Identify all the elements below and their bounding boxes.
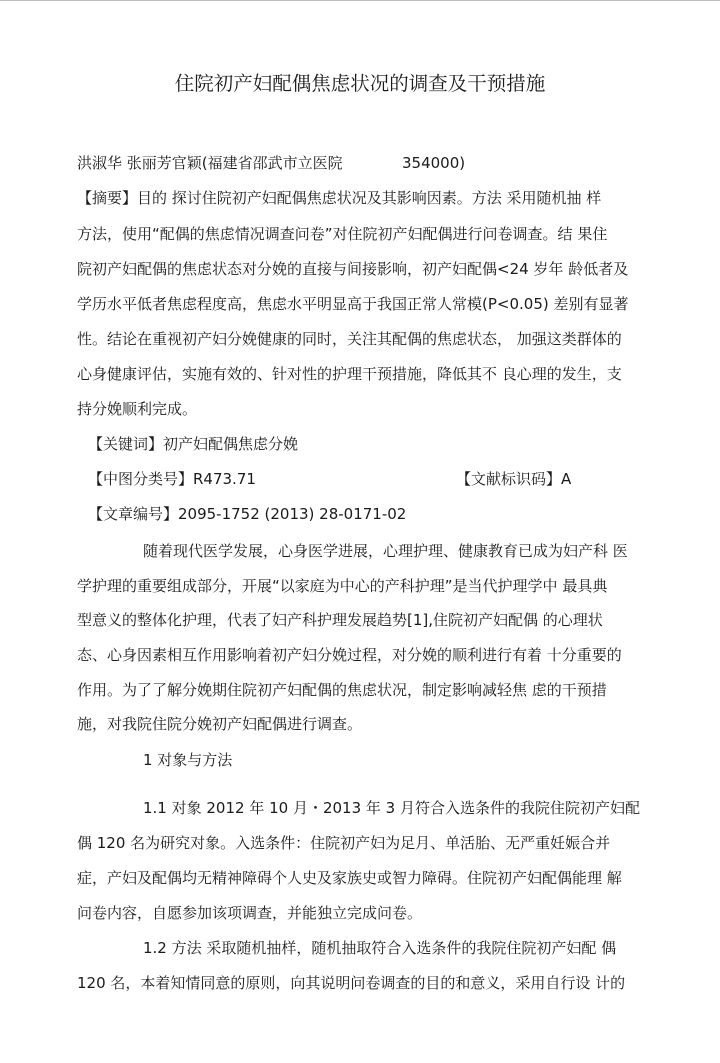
paper-title: 住院初产妇配偶焦虑状况的调查及干预措施	[174, 72, 546, 95]
postcode: 354000)	[402, 154, 466, 172]
abstract-line: 方法，使用“配偶的焦虑情况调查问卷”对住院初产妇配偶进行问卷调查。结 果住	[77, 225, 608, 243]
abstract-line: 持分娩顺利完成。	[77, 400, 198, 418]
intro-line: 型意义的整体化护理，代表了妇产科护理发展趋势[1],住院初产妇配偶 的心理状	[77, 611, 603, 629]
section-1-1-line: 问卷内容，自愿参加该项调查，并能独立完成问卷。	[77, 904, 423, 922]
abstract-line: 性。结论在重视初产妇分娩健康的同时，关注其配偶的焦虑状态， 加强这类群体的	[77, 330, 622, 348]
abstract-line: 心身健康评估，实施有效的、针对性的护理干预措施，降低其不 良心理的发生，支	[77, 365, 622, 383]
intro-line: 作用。为了了解分娩期住院初产妇配偶的焦虑状况，制定影响减轻焦 虑的干预措	[77, 681, 607, 699]
section-1-2-line: 1.2 方法 采取随机抽样，随机抽取符合入选条件的我院住院初产妇配 偶	[143, 939, 617, 957]
abstract-line: 学历水平低者焦虑程度高，焦虑水平明显高于我国正常人常模(P<0.05) 差别有显著	[77, 295, 629, 313]
intro-line: 施，对我院住院分娩初产妇配偶进行调查。	[77, 715, 363, 733]
section-heading: 1 对象与方法	[143, 751, 233, 769]
keywords: 【关键词】初产妇配偶焦虑分娩	[88, 435, 299, 453]
section-1-2-line: 120 名，本着知情同意的原则，向其说明问卷调查的目的和意义，采用自行设 计的	[77, 974, 626, 992]
abstract-line: 【摘要】目的 探讨住院初产妇配偶焦虑状况及其影响因素。方法 采用随机抽 样	[77, 189, 602, 207]
intro-line: 随着现代医学发展，心身医学进展，心理护理、健康教育已成为妇产科 医	[143, 542, 628, 560]
document-code: 【文献标识码】A	[456, 470, 572, 488]
section-1-1-line: 症，产妇及配偶均无精神障碍个人史及家族史或智力障碍。住院初产妇配偶能理 解	[77, 869, 622, 887]
clc-number: 【中图分类号】R473.71	[88, 470, 256, 488]
intro-line: 学护理的重要组成部分，开展“以家庭为中心的产科护理”是当代护理学中 最具典	[77, 577, 608, 595]
section-1-1-line: 偶 120 名为研究对象。入选条件：住院初产妇为足月、单活胎、无严重妊娠合并	[77, 834, 611, 852]
intro-line: 态、心身因素相互作用影响着初产妇分娩过程，对分娩的顺利进行有着 十分重要的	[77, 646, 622, 664]
article-number: 【文章编号】2095-1752 (2013) 28-0171-02	[88, 505, 407, 523]
section-1-1-line: 1.1 对象 2012 年 10 月・2013 年 3 月符合入选条件的我院住院初产妇配	[143, 799, 640, 817]
author-line: 洪淑华 张丽芳官颖(福建省邵武市立医院	[77, 154, 343, 172]
page-top-edge	[0, 0, 720, 1]
abstract-line: 院初产妇配偶的焦虑状态对分娩的直接与间接影响，初产妇配偶<24 岁年 龄低者及	[77, 260, 629, 278]
